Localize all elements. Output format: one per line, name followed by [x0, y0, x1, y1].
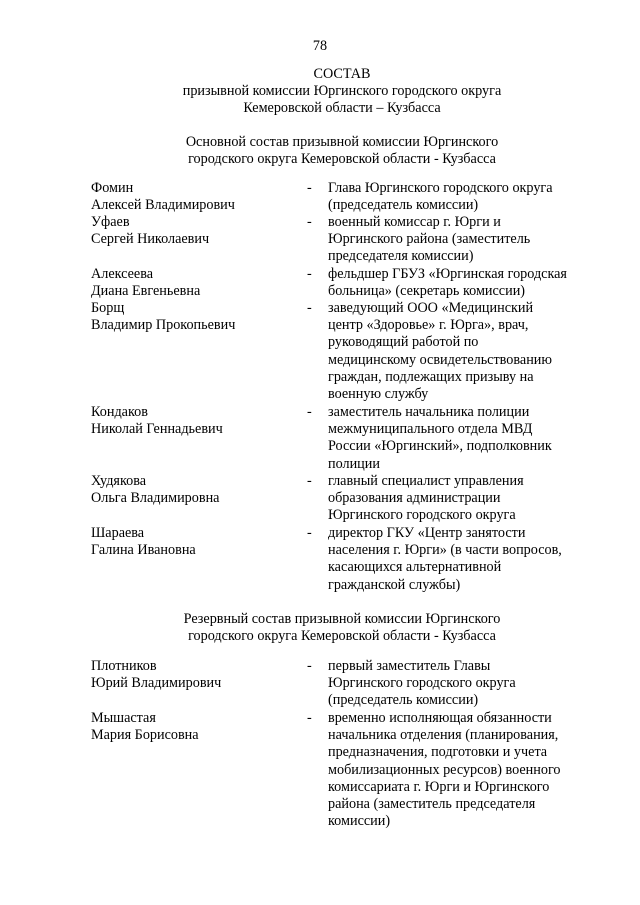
- member-dash: -: [307, 300, 312, 316]
- position-line: временно исполняющая обязанности: [328, 710, 552, 726]
- position-line: больница» (секретарь комиссии): [328, 283, 526, 300]
- member-name: [91, 473, 219, 507]
- position-line: военную службу: [328, 386, 429, 403]
- member-dash: -: [307, 525, 312, 541]
- member-surname: Фомин: [91, 180, 134, 196]
- member-given-names: Галина Ивановна: [91, 542, 196, 559]
- member-surname: Плотников: [91, 658, 157, 674]
- member-position: [328, 710, 561, 830]
- position-line: центр «Здоровье» г. Юрга», врач,: [328, 317, 529, 334]
- position-line: населения г. Юрги» (в части вопросов,: [328, 542, 562, 559]
- position-line: предназначения, подготовки и учета: [328, 744, 548, 761]
- position-line: (председатель комиссии): [328, 692, 479, 709]
- member-surname: Мышастая: [91, 710, 156, 726]
- member-name: [91, 266, 200, 300]
- member-given-names: Мария Борисовна: [91, 727, 199, 744]
- document-subtitle-line: Кемеровской области – Кузбасса: [243, 100, 441, 117]
- member-given-names: Сергей Николаевич: [91, 231, 210, 248]
- member-dash: -: [307, 710, 312, 726]
- member-given-names: Ольга Владимировна: [91, 490, 220, 507]
- main-section-heading: [0, 134, 640, 168]
- member-dash: -: [307, 180, 312, 196]
- member-surname: Уфаев: [91, 214, 130, 230]
- document-subtitle-line: призывной комиссии Юргинского городского округа: [182, 83, 502, 100]
- section-heading-line: городского округа Кемеровской области - Кузбасса: [188, 151, 496, 168]
- section-heading-line: Резервный состав призывной комиссии Юргинского: [183, 611, 501, 627]
- position-line: медицинскому освидетельствованию: [328, 351, 552, 368]
- member-surname: Худякова: [91, 473, 147, 489]
- position-line: Глава Юргинского городского округа: [328, 180, 553, 196]
- position-line: заместитель начальника полиции: [328, 404, 530, 420]
- position-line: межмуниципального отдела МВД: [328, 421, 533, 438]
- position-line: комиссариата г. Юрги и Юргинского: [328, 778, 550, 795]
- position-line: Юргинского городского округа: [328, 675, 516, 692]
- member-name: [91, 710, 199, 744]
- position-line: комиссии): [328, 813, 391, 830]
- member-surname: Борщ: [91, 300, 125, 316]
- position-line: мобилизационных ресурсов) военного: [328, 761, 561, 778]
- member-name: [91, 658, 221, 692]
- member-given-names: Юрий Владимирович: [91, 675, 222, 692]
- member-position: [328, 658, 516, 710]
- member-dash: -: [307, 658, 312, 674]
- member-given-names: Диана Евгеньевна: [91, 283, 201, 300]
- member-given-names: Владимир Прокопьевич: [91, 317, 236, 334]
- member-name: [91, 180, 235, 214]
- member-dash: -: [307, 266, 312, 282]
- position-line: Юргинского городского округа: [328, 507, 516, 524]
- member-position: [328, 300, 552, 403]
- position-line: (председатель комиссии): [328, 197, 479, 214]
- position-line: заведующий ООО «Медицинский: [328, 300, 534, 316]
- position-line: военный комиссар г. Юрги и: [328, 214, 501, 230]
- member-dash: -: [307, 214, 312, 230]
- member-name: [91, 300, 235, 334]
- position-line: главный специалист управления: [328, 473, 524, 489]
- document-title: СОСТАВ: [313, 66, 371, 82]
- member-name: [91, 404, 223, 438]
- position-line: директор ГКУ «Центр занятости: [328, 525, 526, 541]
- member-dash: -: [307, 473, 312, 489]
- document-title-block: [0, 66, 640, 118]
- reserve-section-heading: [0, 611, 640, 645]
- section-heading-line: городского округа Кемеровской области - Кузбасса: [188, 628, 496, 645]
- position-line: района (заместитель председателя: [328, 796, 536, 813]
- position-line: руководящий работой по: [328, 334, 479, 351]
- member-given-names: Алексей Владимирович: [91, 197, 235, 214]
- position-line: граждан, подлежащих призыву на: [328, 368, 534, 385]
- member-surname: Кондаков: [91, 404, 148, 420]
- position-line: фельдшер ГБУЗ «Юргинская городская: [328, 266, 567, 282]
- position-line: гражданской службы): [328, 576, 461, 593]
- position-line: первый заместитель Главы: [328, 658, 491, 674]
- member-position: [328, 180, 553, 214]
- position-line: образования администрации: [328, 490, 501, 507]
- member-surname: Алексеева: [91, 266, 154, 282]
- page-number: 78: [312, 38, 328, 54]
- member-position: [328, 266, 567, 300]
- position-line: председателя комиссии): [328, 248, 474, 265]
- position-line: России «Юргинский», подполковник: [328, 438, 552, 455]
- member-position: [328, 525, 562, 594]
- position-line: полиции: [328, 455, 380, 472]
- member-position: [328, 473, 524, 525]
- member-name: [91, 214, 209, 248]
- position-line: начальника отделения (планирования,: [328, 727, 559, 744]
- member-position: [328, 214, 530, 266]
- section-heading-line: Основной состав призывной комиссии Юргинского: [185, 134, 499, 150]
- member-dash: -: [307, 404, 312, 420]
- member-given-names: Николай Геннадьевич: [91, 421, 223, 438]
- position-line: Юргинского района (заместитель: [328, 231, 531, 248]
- member-position: [328, 404, 552, 473]
- position-line: касающихся альтернативной: [328, 559, 502, 576]
- member-name: [91, 525, 196, 559]
- member-surname: Шараева: [91, 525, 145, 541]
